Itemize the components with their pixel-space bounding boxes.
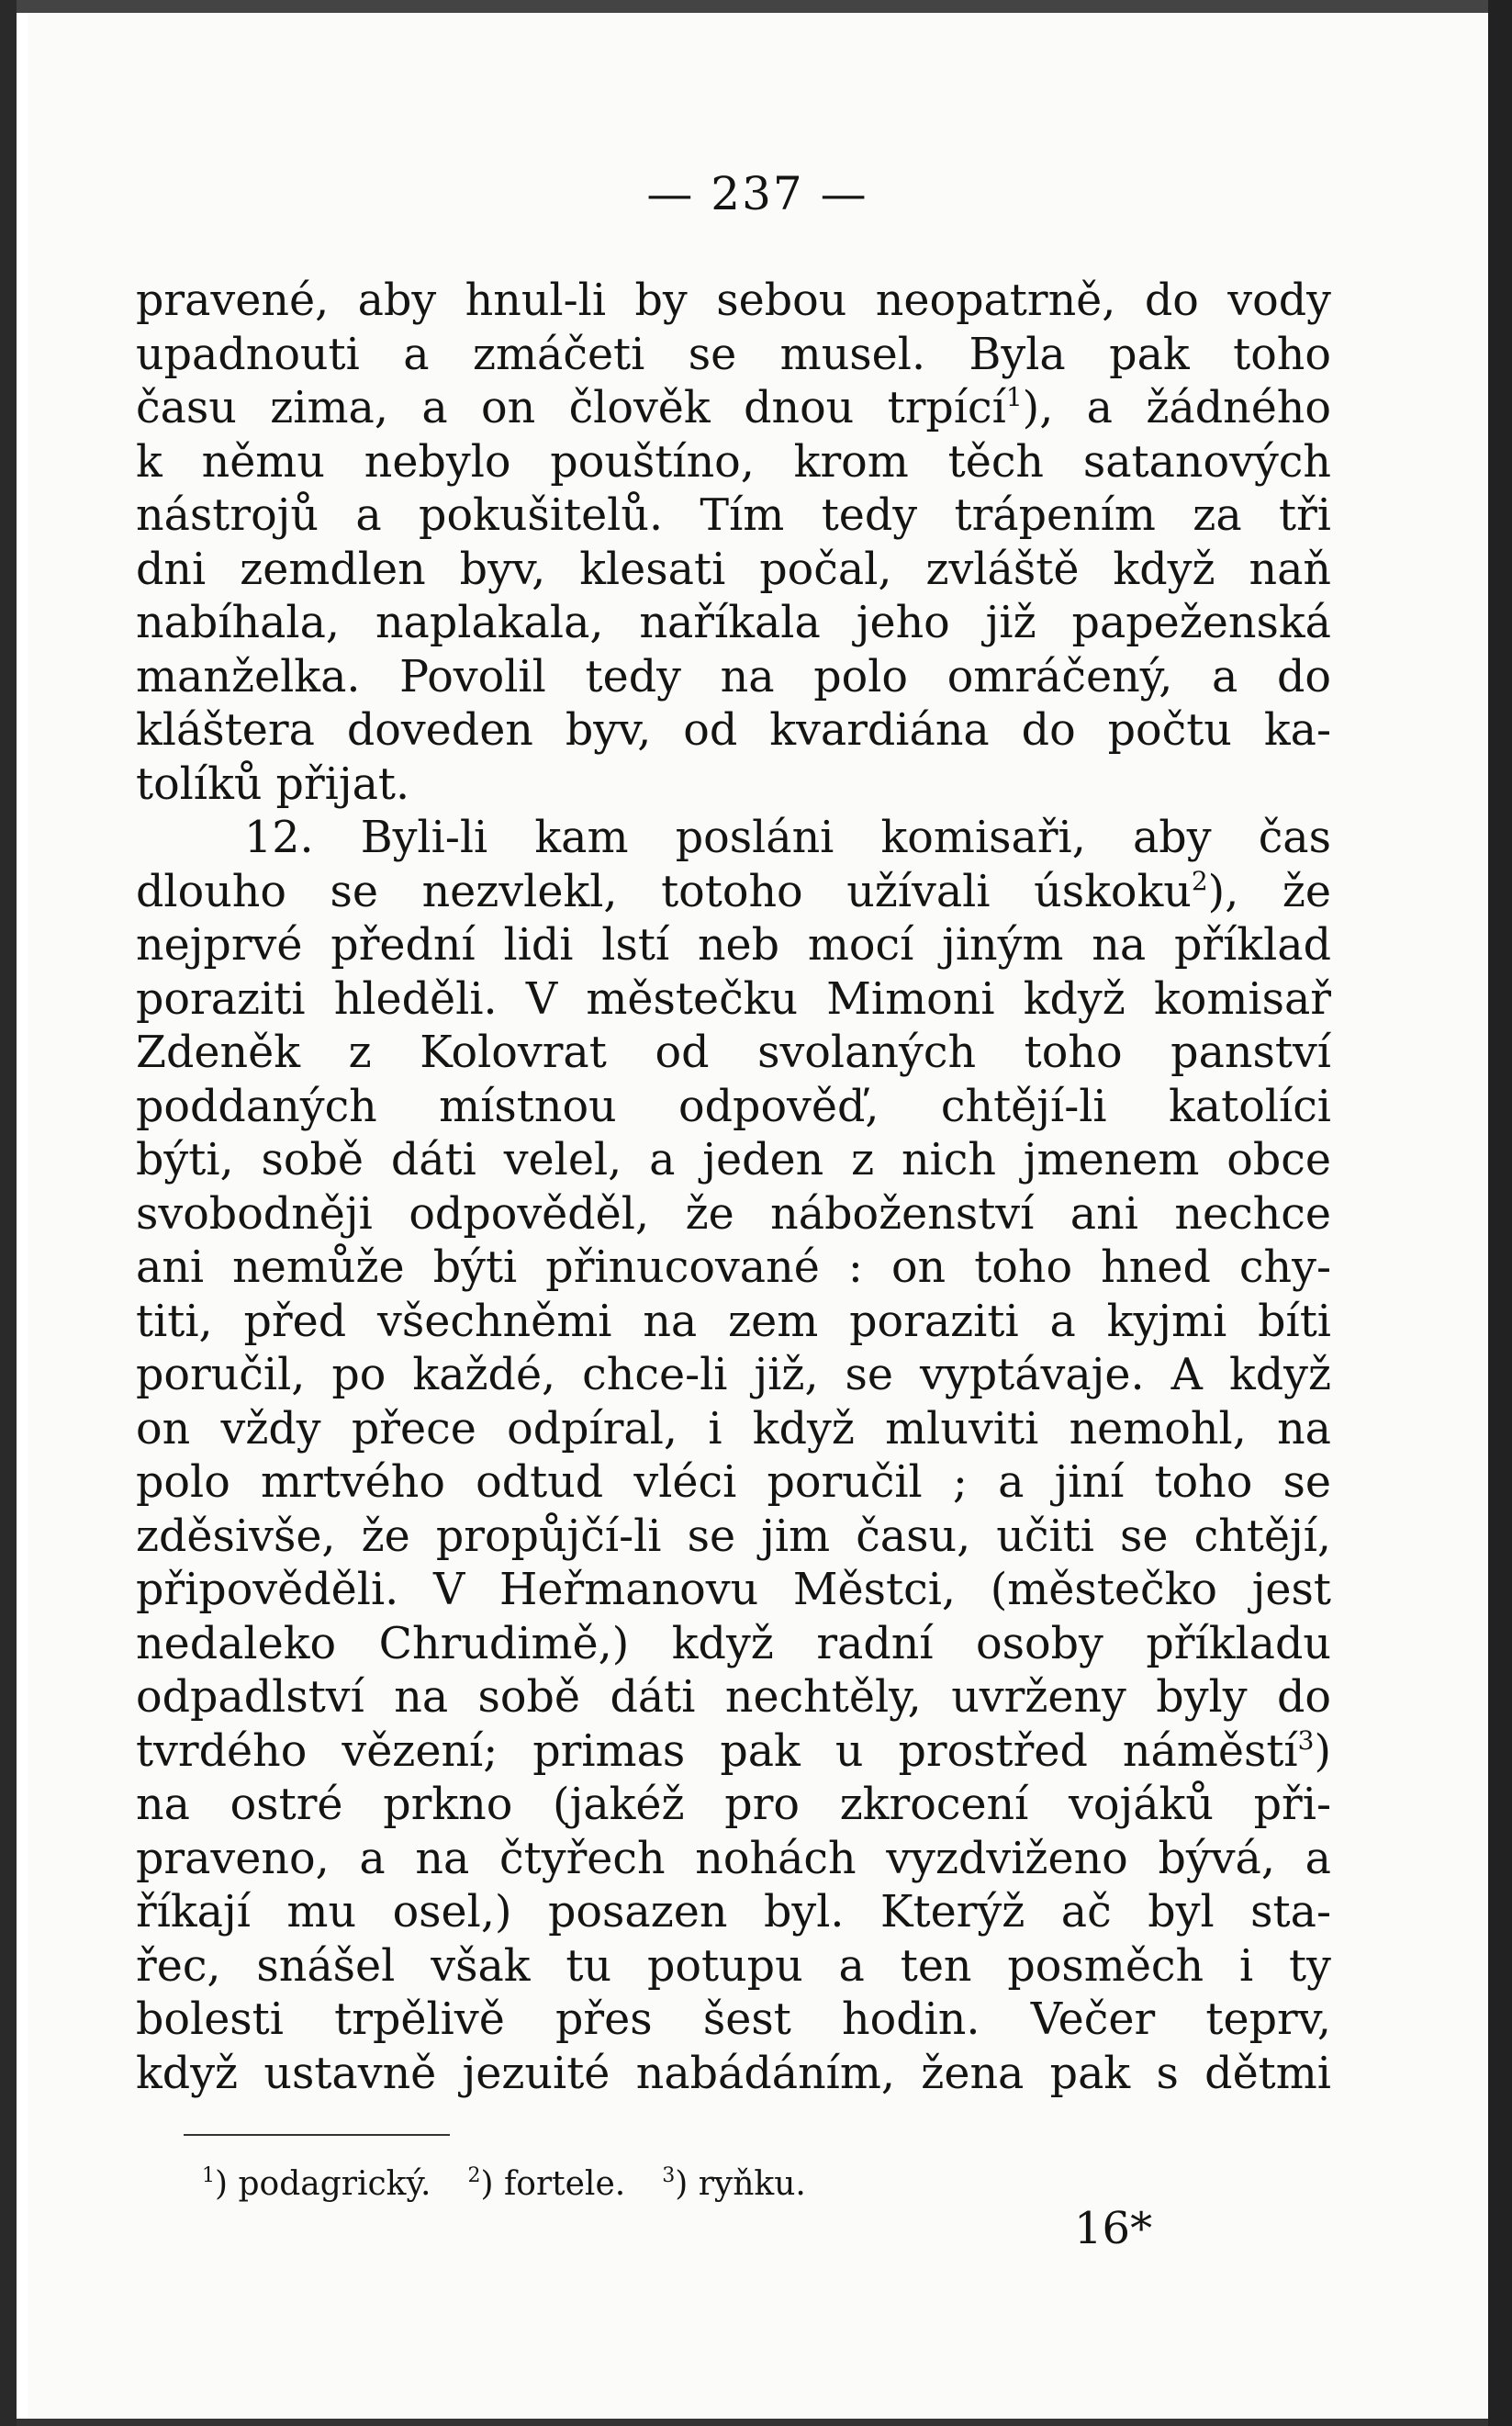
text-line bbox=[136, 1564, 1331, 1618]
text-line-content: nabíhala, naplakala, naříkala jeho již papeženská bbox=[136, 598, 1331, 648]
footnote-ref: 1 bbox=[1005, 382, 1023, 412]
text-line bbox=[136, 1940, 1331, 1994]
footnotes bbox=[202, 2157, 843, 2212]
text-line-content: svobodněji odpověděl, že náboženství ani nechce bbox=[136, 1188, 1331, 1240]
text-line-content: poručil, po každé, chce-li již, se vyptávaje. A když bbox=[136, 1350, 1331, 1400]
text-line bbox=[136, 1296, 1331, 1350]
text-line bbox=[136, 489, 1331, 544]
text-line-content: bolesti trpělivě přes šest hodin. Večer teprv, bbox=[136, 1994, 1331, 2045]
text-line bbox=[136, 973, 1331, 1028]
footnote bbox=[467, 2165, 625, 2203]
text-line bbox=[136, 544, 1331, 598]
text-line-content: odpadlství na sobě dáti nechtěly, uvrženy byly do bbox=[136, 1672, 1331, 1723]
text-line bbox=[136, 1994, 1331, 2048]
text-line-content: času zima, a on člověk dnou trpící bbox=[136, 383, 1006, 433]
text-line bbox=[136, 1403, 1331, 1457]
text-line bbox=[136, 1725, 1331, 1780]
text-line bbox=[136, 1511, 1331, 1565]
scan-border-top bbox=[17, 0, 1488, 13]
text-line-content: připověděli. V Heřmanovu Městci, (městečko jest bbox=[136, 1565, 1331, 1615]
footnote-text: ) fortele. bbox=[480, 2165, 626, 2203]
text-line-content: polo mrtvého odtud vléci poručil ; a jiní toho se bbox=[136, 1457, 1331, 1508]
footnote bbox=[662, 2165, 806, 2203]
text-line bbox=[136, 436, 1331, 490]
text-line-content: ) bbox=[1314, 1725, 1331, 1777]
text-line-content: manželka. Povolil tedy na polo omráčený, a do bbox=[136, 651, 1331, 702]
text-line-content: 12. Byli-li kam posláni komisaři, aby čas bbox=[244, 813, 1331, 863]
book-page bbox=[28, 13, 1487, 2419]
text-line bbox=[136, 1779, 1331, 1833]
text-line-content: k němu nebylo pouštíno, krom těch satanových bbox=[136, 436, 1331, 488]
text-line bbox=[136, 1081, 1331, 1135]
text-line-content: praveno, a na čtyřech nohách vyzdviženo bývá, a bbox=[136, 1833, 1331, 1884]
text-line bbox=[136, 919, 1331, 973]
text-line-content: Zdeněk z Kolovrat od svolaných toho panství bbox=[136, 1028, 1331, 1078]
text-line bbox=[136, 758, 1331, 813]
footnote-text: ) ryňku. bbox=[675, 2165, 806, 2203]
text-line-content: býti, sobě dáti velel, a jeden z nich jmenem obce bbox=[136, 1135, 1331, 1185]
text-line-content: říkají mu osel,) posazen byl. Kterýž ač byl sta- bbox=[136, 1887, 1331, 1937]
text-line-content: nástrojů a pokušitelů. Tím tedy trápením za tři bbox=[136, 490, 1331, 541]
text-line-content: nejprvé přední lidi lstí neb mocí jiným na příklad bbox=[136, 920, 1331, 971]
text-line bbox=[136, 651, 1331, 705]
text-line-content: řec, snášel však tu potupu a ten posměch i ty bbox=[136, 1940, 1331, 1992]
text-line bbox=[136, 1027, 1331, 1081]
footnote-number: 1 bbox=[202, 2164, 215, 2187]
text-line-content: tvrdého vězení; primas pak u prostřed náměstí bbox=[136, 1725, 1298, 1777]
text-line-content: poraziti hleděli. V městečku Mimoni když komisař bbox=[136, 973, 1331, 1025]
text-line-content: ), a žádného bbox=[1022, 383, 1331, 433]
text-line-content: poddaných místnou odpověď, chtějí-li katolíci bbox=[136, 1081, 1331, 1132]
text-line bbox=[136, 1833, 1331, 1887]
text-line bbox=[136, 1134, 1331, 1188]
footnote bbox=[202, 2165, 431, 2203]
text-line bbox=[136, 1618, 1331, 1672]
body-text bbox=[136, 275, 1331, 2101]
scan-border-left bbox=[0, 0, 17, 2426]
scan-border-bottom bbox=[17, 2419, 1488, 2426]
page-number-header: — 237 — bbox=[646, 167, 868, 220]
text-line-content: upadnouti a zmáčeti se musel. Byla pak toho bbox=[136, 329, 1331, 380]
text-line-content: titi, před všechněmi na zem poraziti a kyjmi bíti bbox=[136, 1296, 1331, 1347]
footnote-text: ) podagrický. bbox=[215, 2165, 431, 2203]
footnote-ref: 3 bbox=[1297, 1724, 1315, 1756]
text-line-content: na ostré prkno (jakéž pro zkrocení vojáků při- bbox=[136, 1780, 1331, 1830]
text-line-content: zděsivše, že propůjčí-li se jim času, učiti se chtějí, bbox=[136, 1511, 1331, 1562]
text-line-content: kláštera doveden byv, od kvardiána do počtu ka- bbox=[136, 705, 1331, 756]
text-line bbox=[136, 1886, 1331, 1940]
text-line-content: ani nemůže býti přinucované : on toho hned chy- bbox=[136, 1242, 1331, 1293]
text-line-content: dlouho se nezvlekl, totoho užívali úskoku bbox=[136, 866, 1192, 917]
footnote-number: 3 bbox=[662, 2164, 676, 2187]
text-line-content: dni zemdlen byv, klesati počal, zvláště když naň bbox=[136, 544, 1331, 595]
text-line bbox=[136, 329, 1331, 383]
scan-border-right bbox=[1488, 0, 1512, 2426]
text-line bbox=[136, 1188, 1331, 1242]
text-line bbox=[136, 704, 1331, 758]
text-line-content: když ustavně jezuité nabádáním, žena pak s dětmi bbox=[136, 2048, 1331, 2099]
text-line bbox=[136, 597, 1331, 651]
signature-mark: 16* bbox=[1074, 2203, 1153, 2254]
text-line-content: ), že bbox=[1207, 866, 1331, 917]
text-line-content: tolíků přijat. bbox=[136, 758, 410, 810]
text-line-content: on vždy přece odpíral, i když mluviti nemohl, na bbox=[136, 1403, 1331, 1454]
text-line bbox=[136, 1671, 1331, 1725]
text-line-content: nedaleko Chrudimě,) když radní osoby příkladu bbox=[136, 1618, 1331, 1669]
footnote-number: 2 bbox=[467, 2164, 481, 2187]
footnote-ref: 2 bbox=[1191, 865, 1208, 896]
text-line bbox=[136, 1456, 1331, 1511]
text-line bbox=[136, 382, 1331, 436]
text-line bbox=[136, 812, 1331, 866]
text-line bbox=[136, 275, 1331, 329]
text-line bbox=[136, 1241, 1331, 1296]
footnote-divider bbox=[184, 2134, 450, 2136]
text-line bbox=[136, 2048, 1331, 2102]
text-line bbox=[136, 1349, 1331, 1403]
text-line bbox=[136, 866, 1331, 920]
text-line-content: pravené, aby hnul-li by sebou neopatrně, do vody bbox=[136, 275, 1331, 326]
